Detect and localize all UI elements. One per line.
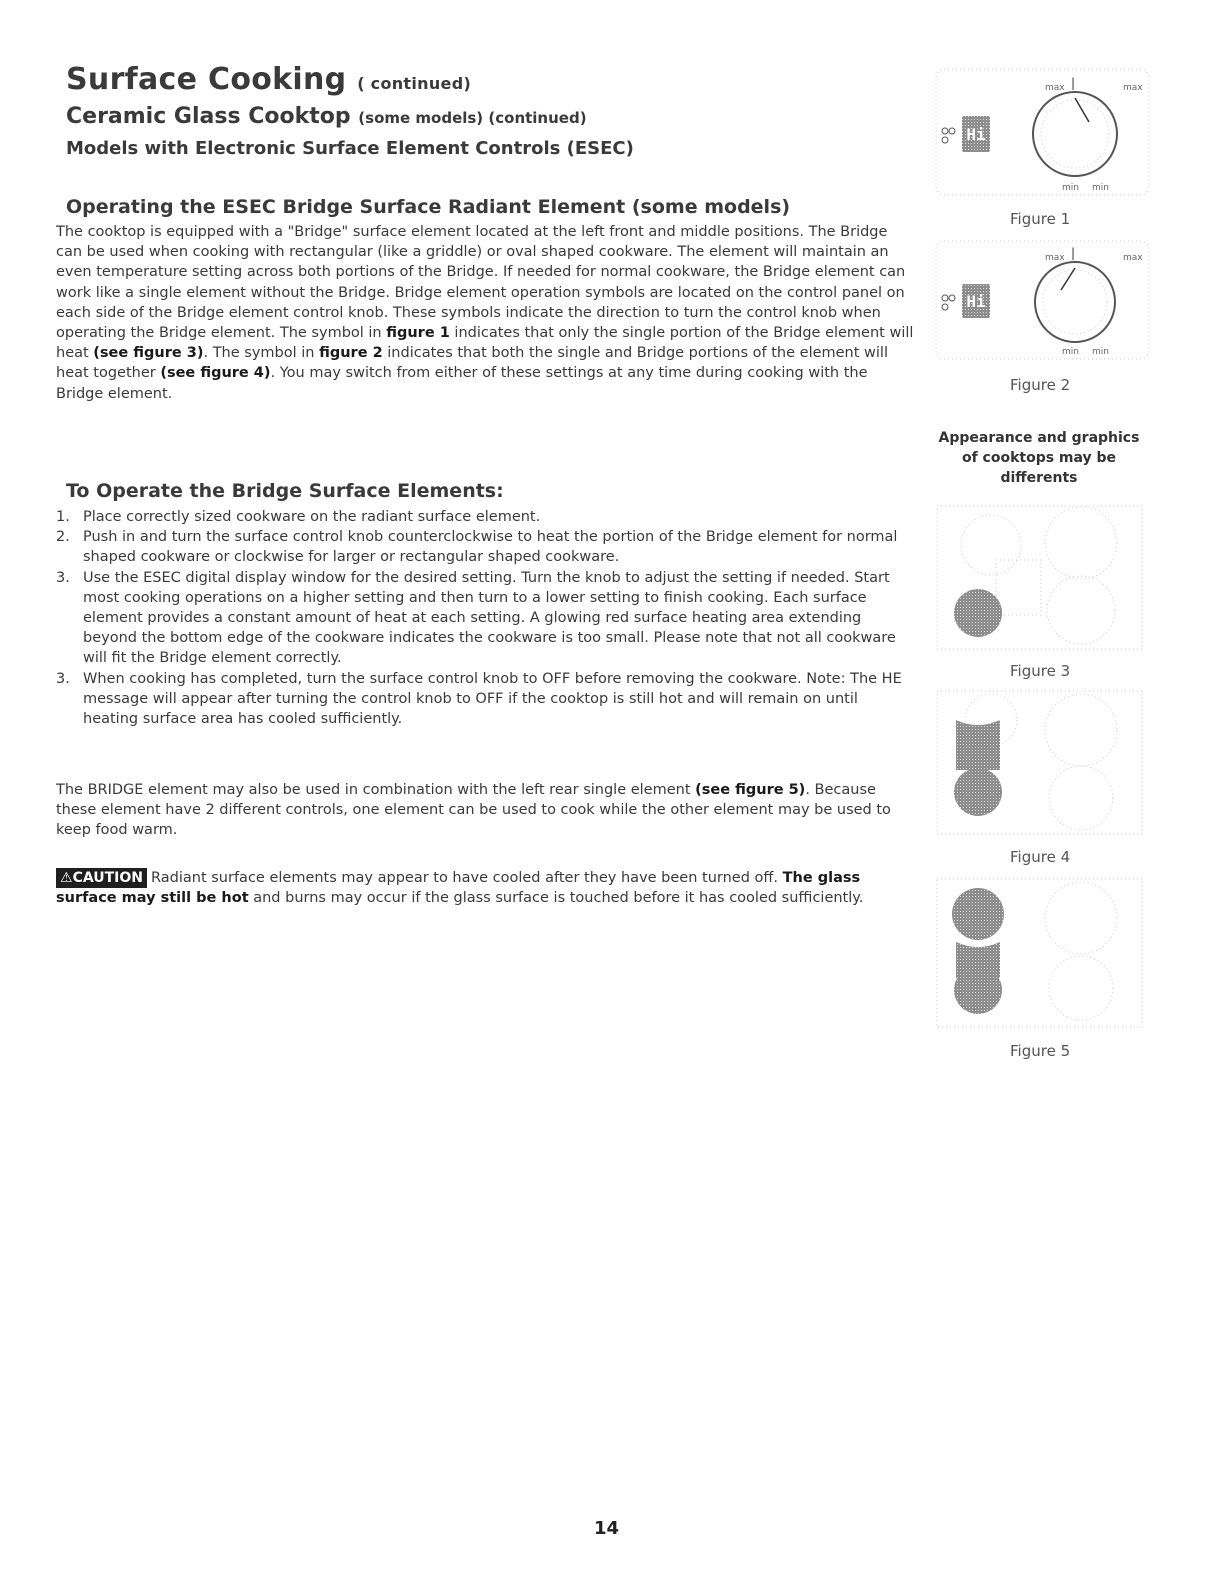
- step-number: 1.: [56, 509, 70, 525]
- knob-inner: [1041, 100, 1109, 168]
- combo-text-1: The BRIDGE element may also be used in combination with the left rear single element: [56, 782, 691, 798]
- step-text: When cooking has completed, turn the surface control knob to OFF before removing the cookware. Note: The HE message will appear after turning the control knob to OFF if the cooktop is still hot and will remain on until heating surface area has cooled sufficiently.: [83, 670, 902, 728]
- knob-min-label-right: min: [1092, 347, 1109, 357]
- knob-pointer: [1061, 268, 1075, 290]
- bridge-text-4: indicates that both the single and Bridge portions of the element will heat together: [56, 345, 888, 382]
- figure-2-caption: Figure 2: [1010, 376, 1071, 394]
- figure-1-caption: Figure 1: [1010, 210, 1071, 228]
- caution-label: CAUTION: [72, 870, 143, 886]
- figure-2-ref: figure 2: [319, 345, 383, 362]
- step-number: 3.: [56, 670, 70, 687]
- bridge-heading: Operating the ESEC Bridge Surface Radiant Element (some models): [66, 196, 791, 218]
- page-number: 14: [593, 1518, 620, 1539]
- knob-max-label-right: max: [1123, 83, 1143, 93]
- element-left-rear: [961, 515, 1021, 575]
- steps-list: [56, 507, 916, 729]
- combo-text-2: . Because these element have 2 different controls, one element can be used to cook while the other element may be used to keep food warm.: [56, 782, 891, 839]
- bridge-single-element-heated: [954, 768, 1002, 816]
- figure-2-knob-panel: [935, 240, 1150, 360]
- warmer-zone: [996, 560, 1041, 615]
- element-right-front: [1047, 576, 1115, 644]
- knob-off-mark: |: [1071, 76, 1076, 90]
- bridge-paragraph: [56, 222, 916, 404]
- control-knob: [1035, 262, 1115, 342]
- knob-off-mark: |: [1071, 246, 1076, 260]
- bridge-symbol-icon: [942, 295, 955, 310]
- knob-max-label-right: max: [1123, 253, 1143, 263]
- bridge-symbol-icon: [942, 128, 955, 143]
- title-suffix: ( continued): [357, 74, 472, 93]
- knob-min-label-right: min: [1092, 183, 1109, 193]
- bridge-text-2: indicates that only the single portion of the Bridge element will heat: [56, 325, 914, 362]
- combo-paragraph: [56, 780, 916, 841]
- knob-min-label: min: [1062, 347, 1079, 357]
- figure-4-caption: Figure 4: [1010, 848, 1071, 866]
- section-title: Models with Electronic Surface Element Controls (ESEC): [66, 138, 634, 159]
- figure-3-cooktop: [936, 505, 1143, 650]
- see-figure-4: (see figure 4): [160, 365, 271, 382]
- step-text: Push in and turn the surface control knob counterclockwise to heat the portion of the Bridge element for normal shaped cookware or clockwise for larger or rectangular shaped cookware.: [83, 529, 898, 566]
- step-number: 2.: [56, 529, 70, 546]
- element-right-front: [1049, 956, 1113, 1020]
- element-right-rear: [1045, 882, 1117, 954]
- see-figure-3: (see figure 3): [93, 345, 204, 362]
- knob-pointer: [1075, 98, 1089, 122]
- knob-max-label: max: [1045, 253, 1065, 263]
- bridge-single-element-heated: [954, 966, 1002, 1014]
- knob-max-label: max: [1045, 83, 1065, 93]
- figure-3-caption: Figure 3: [1010, 662, 1071, 680]
- step-item: [56, 507, 916, 527]
- knob-min-label: min: [1062, 183, 1079, 193]
- operate-heading: To Operate the Bridge Surface Elements:: [66, 480, 504, 502]
- caution-paragraph: [56, 868, 916, 908]
- bridge-portion-heated: [956, 720, 1000, 770]
- caution-text-2: and burns may occur if the glass surface is touched before it has cooled sufficiently.: [253, 890, 864, 907]
- step-text: Place correctly sized cookware on the radiant surface element.: [83, 509, 541, 525]
- step-item: [56, 669, 916, 730]
- bridge-single-element-heated: [954, 589, 1002, 637]
- subtitle-suffix: (some models) (continued): [358, 109, 587, 127]
- caution-bold: The glass surface may still be hot: [56, 870, 861, 907]
- bridge-text-3: . The symbol in: [203, 345, 315, 362]
- caution-badge: ⚠CAUTION: [56, 868, 147, 888]
- figure-1-knob-panel: [935, 68, 1150, 196]
- bridge-text-1: The cooktop is equipped with a "Bridge" surface element located at the left front and middle positions. The Bridge can be used when cooking with rectangular (like a griddle) or oval shaped cookware. The element will maintain an even temperature setting across both portions of the Bridge. If needed for normal cookware, the Bridge element can work like a single element without the Bridge. Bridge element operation symbols are located on the control panel on each side of the Bridge element control knob. These symbols indicate the direction to turn the control knob when operating the Bridge element. The symbol in: [56, 224, 906, 342]
- see-figure-5: (see figure 5): [695, 782, 806, 798]
- figure-5-caption: Figure 5: [1010, 1042, 1071, 1060]
- control-knob: [1033, 92, 1117, 176]
- caution-text-1: Radiant surface elements may appear to have cooled after they have been turned off.: [151, 870, 779, 886]
- left-rear-element-heated: [952, 888, 1004, 940]
- step-text: Use the ESEC digital display window for the desired setting. Turn the knob to adjust the setting if needed. Start most cooking operations on a higher setting and then turn to a lower setting to finish cooking. Each surface element provides a constant amount of heat at each setting. A glowing red surface heating area extending beyond the bottom edge of the cookware indicates the cookware is too small. Please note that not all cookware will fit the Bridge element correctly.: [83, 569, 896, 667]
- display-readout: Hi: [966, 292, 986, 311]
- figure-1-ref: figure 1: [386, 325, 450, 342]
- figure-4-cooktop: [936, 690, 1143, 835]
- element-right-rear: [1045, 507, 1117, 579]
- page-title: [66, 62, 471, 97]
- subtitle-text: Ceramic Glass Cooktop: [66, 104, 351, 129]
- step-number: 3.: [56, 569, 70, 586]
- display-readout: Hi: [966, 125, 986, 144]
- figure-5-cooktop: [936, 878, 1143, 1028]
- appearance-note: Appearance and graphics of cooktops may be differents: [938, 430, 1140, 486]
- title-text: Surface Cooking: [66, 62, 347, 97]
- page-subtitle: [66, 104, 587, 129]
- step-item: [56, 568, 916, 669]
- knob-inner: [1043, 270, 1107, 334]
- step-item: [56, 527, 916, 567]
- bridge-text-5: . You may switch from either of these settings at any time during cooking with the Bridge element.: [56, 365, 868, 402]
- element-right-front: [1049, 766, 1113, 830]
- element-right-rear: [1045, 694, 1117, 766]
